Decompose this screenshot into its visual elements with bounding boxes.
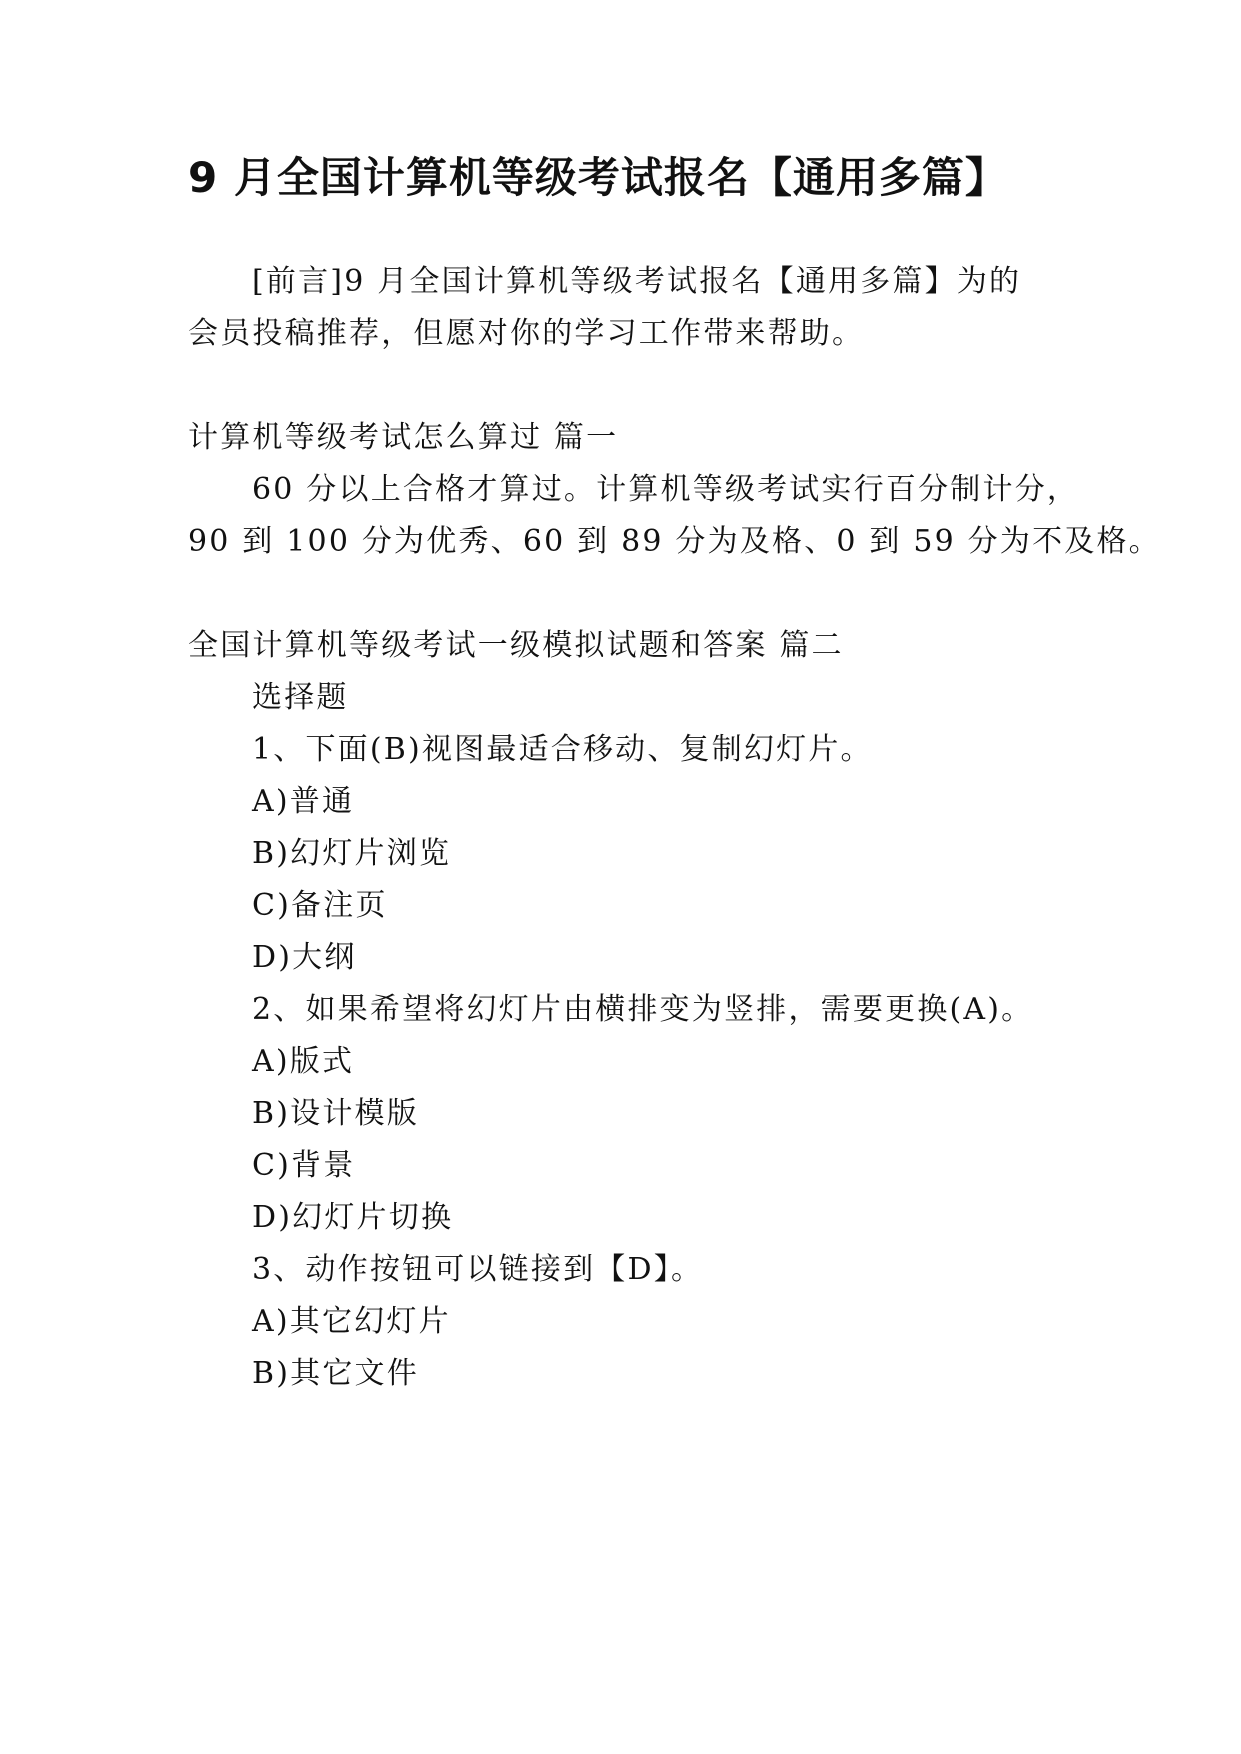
question-3-option-b: B)其它文件 <box>252 1356 419 1391</box>
question-2: 2、如果希望将幻灯片由横排变为竖排，需要更换(A)。 <box>252 992 1034 1027</box>
section-1-paragraph-line-2: 90 到 100 分为优秀、60 到 89 分为及格、0 到 59 分为不及格。 <box>188 524 1161 559</box>
question-1-option-b: B)幻灯片浏览 <box>252 836 452 871</box>
section-1-paragraph-line-1: 60 分以上合格才算过。计算机等级考试实行百分制计分， <box>252 472 1080 507</box>
section-1-heading: 计算机等级考试怎么算过 篇一 <box>188 420 619 455</box>
question-1: 1、下面(B)视图最适合移动、复制幻灯片。 <box>252 732 873 767</box>
preface-line-2: 会员投稿推荐，但愿对你的学习工作带来帮助。 <box>188 316 865 351</box>
question-3-option-a: A)其它幻灯片 <box>252 1304 451 1339</box>
section-2-subheading: 选择题 <box>252 680 349 715</box>
question-2-option-c: C)背景 <box>252 1148 356 1183</box>
section-2-heading: 全国计算机等级考试一级模拟试题和答案 篇二 <box>188 628 844 663</box>
question-2-option-b: B)设计模版 <box>252 1096 419 1131</box>
question-1-option-c: C)备注页 <box>252 888 388 923</box>
question-1-option-a: A)普通 <box>252 784 355 819</box>
question-3: 3、动作按钮可以链接到【D】。 <box>252 1252 704 1287</box>
question-1-option-d: D)大纲 <box>252 940 357 975</box>
preface-line-1: [前言]9 月全国计算机等级考试报名【通用多篇】为的 <box>252 264 1022 299</box>
question-2-option-a: A)版式 <box>252 1044 355 1079</box>
question-2-option-d: D)幻灯片切换 <box>252 1200 454 1235</box>
document-title: 9 月全国计算机等级考试报名【通用多篇】 <box>188 153 1008 202</box>
